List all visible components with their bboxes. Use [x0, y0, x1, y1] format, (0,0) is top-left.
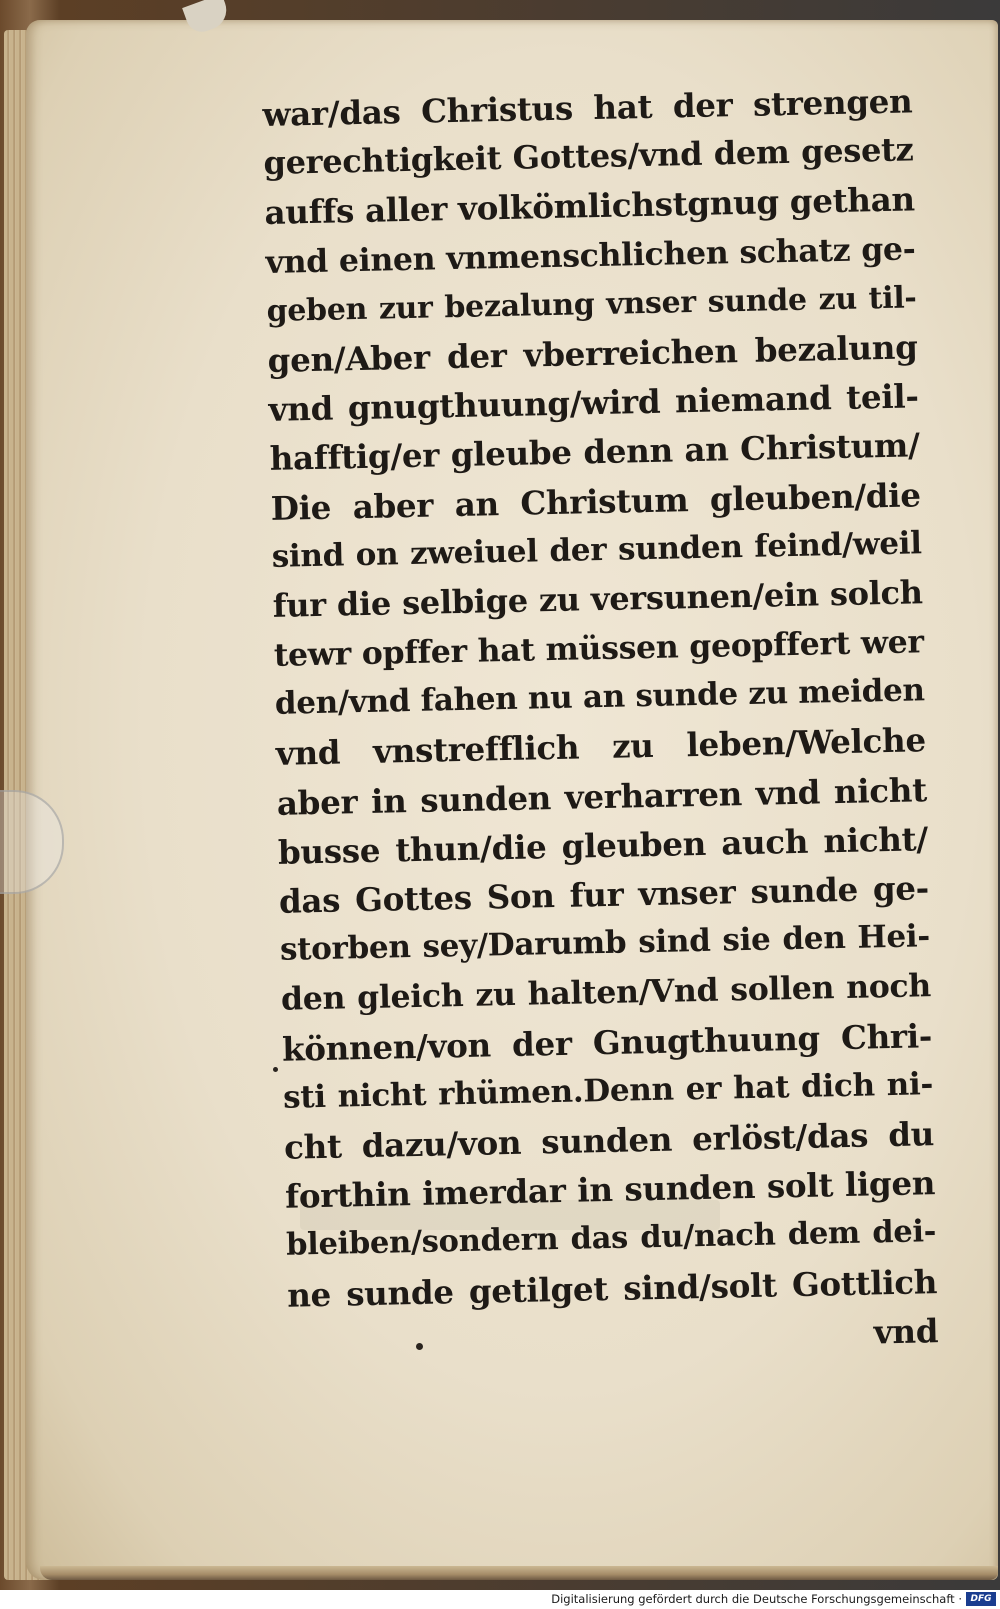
catchword: vnd [873, 1310, 939, 1352]
text-line: war/das Christus hat der strengen [262, 81, 913, 134]
text-line: das Gottes Son fur vnser sunde ge- [278, 868, 930, 921]
text-block [262, 76, 939, 1368]
digitization-footer [0, 1590, 1000, 1609]
text-line: tewr opffer hat müssen geopffert wer [273, 623, 925, 674]
text-line: fur die selbige zu versunen/ein solch [272, 573, 924, 625]
text-line: forthin imerdar in sunden solt ligen [284, 1163, 936, 1216]
text-line: den gleich zu halten/Vnd sollen noch [280, 967, 932, 1019]
text-line: ne sunde getilget sind/solt Gottlich [286, 1261, 938, 1315]
ink-dot [273, 1067, 278, 1072]
footer-credit: Digitalisierung gefördert durch die Deutsche Forschungsgemeinschaft · [551, 1592, 962, 1606]
dfg-logo: DFG [966, 1592, 996, 1606]
text-line: busse thun/die gleuben auch nicht/ [277, 819, 929, 872]
text-line: vnd vnstrefflich zu leben/Welche [275, 720, 927, 774]
ink-dot [416, 1343, 423, 1350]
text-line: geben zur bezalung vnser sunde zu til- [266, 280, 917, 329]
text-line: storben sey/Darumb sind sie den Hei- [279, 918, 931, 968]
text-line: gerechtigkeit Gottes/vnd dem gesetz [263, 130, 914, 183]
text-line: Die aber an Christum gleuben/die [270, 474, 922, 528]
page-bottom-edge [40, 1566, 998, 1580]
text-line: vnd gnugthuung/wird niemand teil- [268, 376, 919, 430]
text-line: aber in sunden verharren vnd nicht [276, 769, 928, 823]
text-line: den/vnd fahen nu an sunde zu meiden [274, 672, 926, 723]
text-line: sind on zweiuel der sunden feind/weil [271, 524, 923, 575]
text-line: bleiben/sondern das du/nach dem dei- [285, 1213, 937, 1264]
text-line: auffs aller volkömlichstgnug gethan [264, 179, 916, 233]
text-line: hafftig/er gleube denn an Christum/ [269, 425, 920, 479]
text-line: können/von der Gnugthuung Chri- [281, 1015, 933, 1069]
text-line: cht dazu/von sunden erlöst/das du [283, 1114, 935, 1167]
text-line: gen/Aber der vberreichen bezalung [267, 327, 918, 380]
text-line: sti nicht rhümen.Denn er hat dich ni- [282, 1065, 934, 1116]
text-line: vnd einen vnmenschlichen schatz ge- [265, 229, 916, 281]
